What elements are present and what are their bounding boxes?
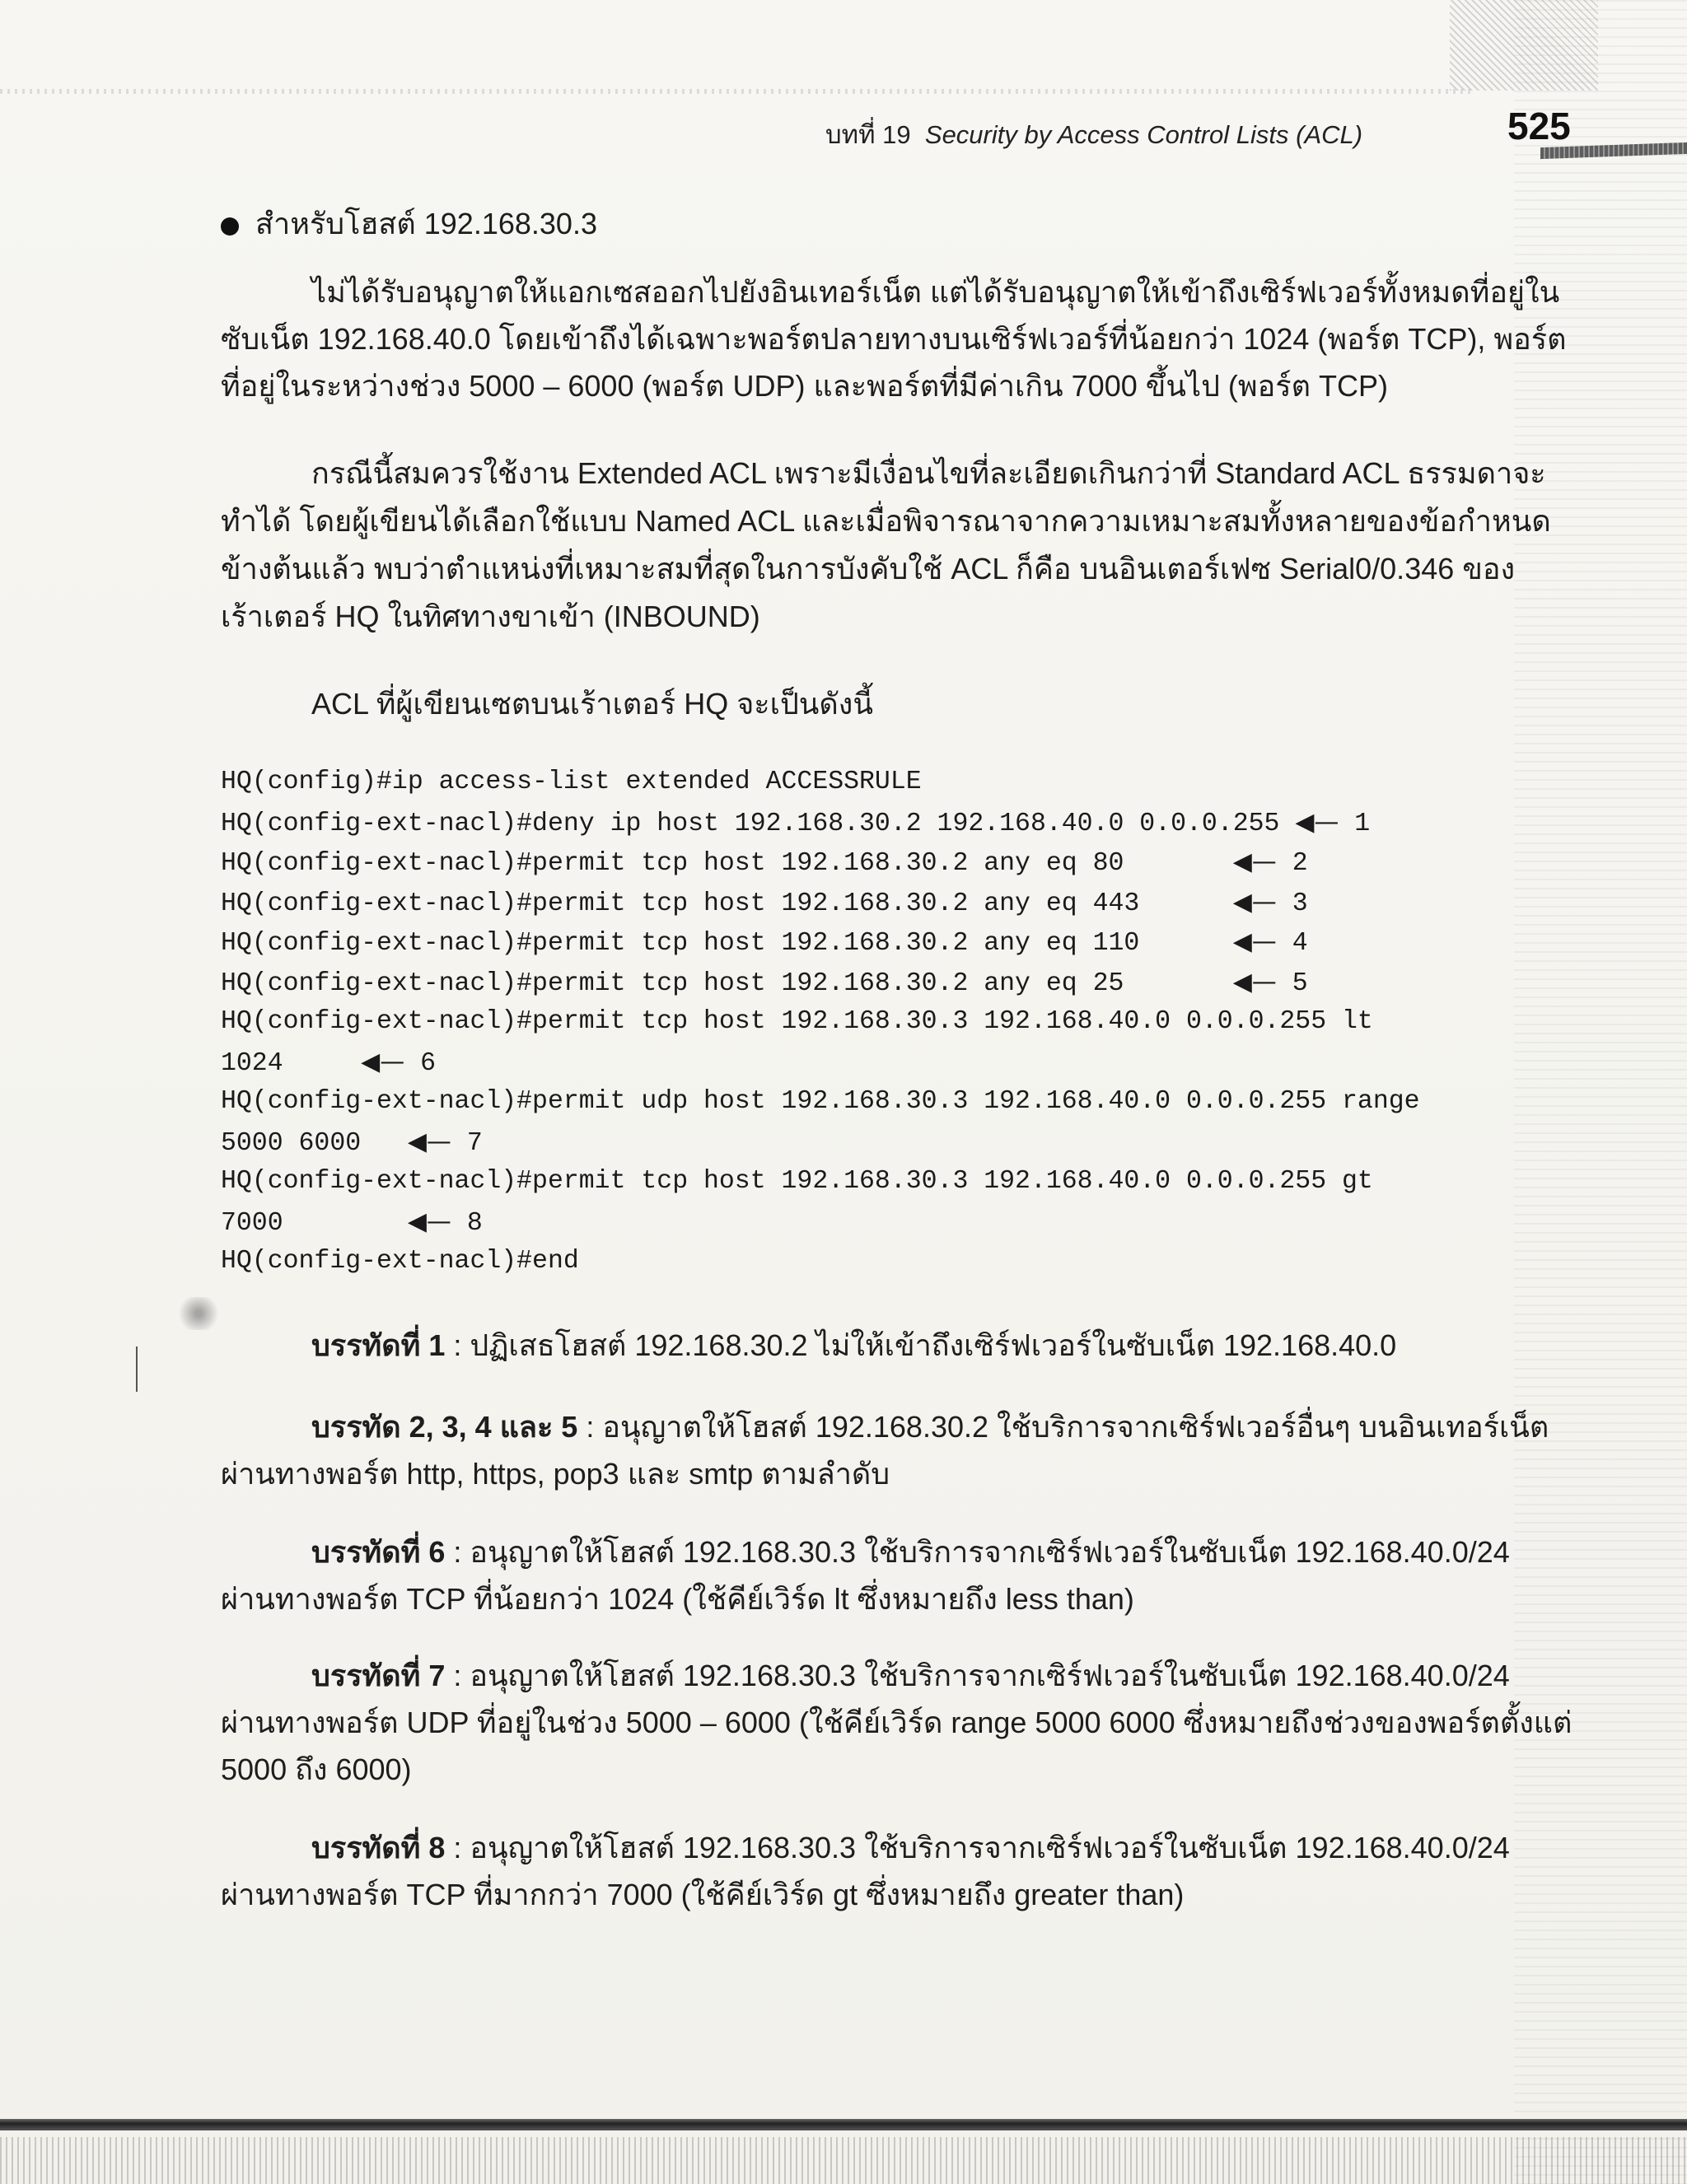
code-line: [221, 763, 1539, 803]
page-number: 525: [1507, 105, 1571, 147]
bottom-rule: [0, 2119, 1687, 2130]
left-arrow-icon: ◀—: [407, 1127, 451, 1156]
explanation-text: : อนุญาตให้โฮสต์ 192.168.30.3 ใช้บริการจากเซิร์ฟเวอร์ในซับเน็ต 192.168.40.0/24: [445, 1659, 1510, 1692]
left-arrow-icon: ◀—: [361, 1047, 405, 1076]
code-text: HQ(config-ext-nacl)#permit tcp host 192.168.30.2 any eq 110: [221, 929, 1233, 958]
intro-line-text: ACL ที่ผู้เขียนเซตบนเร้าเตอร์ HQ จะเป็นดังนี้: [311, 687, 873, 721]
explanation-text: : ปฏิเสธโฮสต์ 192.168.30.2 ไม่ให้เข้าถึงเซิร์ฟเวอร์ในซับเน็ต 192.168.40.0: [445, 1328, 1397, 1362]
code-text: 1024: [221, 1048, 362, 1078]
explanation-1: [221, 1328, 1542, 1364]
explanation-text: : อนุญาตให้โฮสต์ 192.168.30.3 ใช้บริการจากเซิร์ฟเวอร์ในซับเน็ต 192.168.40.0/24: [445, 1535, 1510, 1569]
code-listing: [221, 763, 1539, 1282]
explanation-text: 5000 ถึง 6000): [221, 1752, 412, 1786]
code-line: [221, 1122, 1539, 1163]
chapter-label: บทที่ 19: [825, 120, 911, 149]
paragraph-line: ซับเน็ต 192.168.40.0 โดยเข้าถึงได้เฉพาะพอร์ตปลายทางบนเซิร์ฟเวอร์ที่น้อยกว่า 1024 (พอร์ต TCP), พอร์ต: [221, 322, 1567, 356]
code-line: [221, 1082, 1539, 1122]
left-arrow-icon: ◀—: [1232, 887, 1277, 917]
code-text: HQ(config-ext-nacl)#end: [221, 1247, 579, 1276]
chapter-title: Security by Access Control Lists (ACL): [924, 120, 1363, 149]
margin-mark: [136, 1346, 138, 1392]
explanation-3: [221, 1528, 1542, 1622]
code-text: 5000 6000: [221, 1128, 408, 1158]
bullet-icon: [221, 217, 239, 236]
explanation-4: [221, 1652, 1573, 1793]
left-arrow-icon: ◀—: [1232, 847, 1277, 876]
paragraph-1: [221, 268, 1567, 409]
explanation-text: ผ่านทางพอร์ต TCP ที่น้อยกว่า 1024 (ใช้คีย์เวิร์ด lt ซึ่งหมายถึง less than): [221, 1582, 1134, 1616]
explanation-label: บรรทัดที่ 1: [311, 1328, 446, 1362]
code-text: HQ(config-ext-nacl)#permit tcp host 192.168.30.3 192.168.40.0 0.0.0.255 lt: [221, 1007, 1373, 1036]
explanation-5: [221, 1824, 1542, 1918]
explanation-text: ผ่านทางพอร์ต TCP ที่มากกว่า 7000 (ใช้คีย์เวิร์ด gt ซึ่งหมายถึง greater than): [221, 1878, 1185, 1911]
section-heading: [221, 206, 1542, 242]
line-marker: 1: [1354, 809, 1371, 838]
scan-noise-bottom: [0, 2137, 1687, 2184]
paragraph-line: ข้างต้นแล้ว พบว่าตำแหน่งที่เหมาะสมที่สุดในการบังคับใช้ ACL ก็คือ บนอินเตอร์เฟซ Serial0/0.346 ของ: [221, 552, 1516, 586]
left-arrow-icon: ◀—: [1295, 807, 1339, 837]
code-line: [221, 803, 1539, 843]
line-marker: 2: [1292, 849, 1308, 878]
explanation-2: [221, 1403, 1549, 1497]
explanation-text: ผ่านทางพอร์ต UDP ที่อยู่ในช่วง 5000 – 6000 (ใช้คีย์เวิร์ด range 5000 6000 ซึ่งหมายถึงช่วงของพอร์ตตั้งแต่: [221, 1706, 1573, 1739]
code-text: HQ(config)#ip access-list extended ACCESSRULE: [221, 768, 922, 796]
line-marker: 4: [1292, 929, 1308, 958]
code-text: HQ(config-ext-nacl)#permit tcp host 192.168.30.2 any eq 443: [221, 889, 1233, 918]
line-marker: 3: [1292, 889, 1308, 918]
code-text: HQ(config-ext-nacl)#permit tcp host 192.168.30.2 any eq 25: [221, 968, 1233, 998]
code-line: [221, 1002, 1539, 1043]
line-marker: 5: [1292, 968, 1308, 998]
paragraph-line: กรณีนี้สมควรใช้งาน Extended ACL เพราะมีเงื่อนไขที่ละเอียดเกินกว่าที่ Standard ACL ธรรมดาจะ: [311, 456, 1546, 490]
left-arrow-icon: ◀—: [1232, 967, 1277, 996]
code-line: [221, 963, 1539, 1003]
code-line: [221, 1043, 1539, 1083]
explanation-text: ผ่านทางพอร์ต http, https, pop3 และ smtp ตามลำดับ: [221, 1457, 890, 1491]
left-arrow-icon: ◀—: [1232, 927, 1277, 956]
paragraph-line: ไม่ได้รับอนุญาตให้แอกเซสออกไปยังอินเทอร์เน็ต แต่ได้รับอนุญาตให้เข้าถึงเซิร์ฟเวอร์ทั้งหมดที่อยู่ใน: [311, 275, 1560, 309]
section-heading-text: สำหรับโฮสต์ 192.168.30.3: [255, 207, 597, 240]
explanation-label: บรรทัด 2, 3, 4 และ 5: [311, 1410, 578, 1444]
explanation-label: บรรทัดที่ 7: [311, 1659, 446, 1692]
running-header: [825, 114, 1362, 155]
paragraph-line: ที่อยู่ในระหว่างช่วง 5000 – 6000 (พอร์ต UDP) และพอร์ตที่มีค่าเกิน 7000 ขึ้นไป (พอร์ต TCP): [221, 369, 1388, 403]
line-marker: 7: [466, 1128, 483, 1158]
code-line: [221, 1162, 1539, 1202]
code-text: HQ(config-ext-nacl)#permit udp host 192.168.30.3 192.168.40.0 0.0.0.255 range: [221, 1087, 1420, 1116]
code-text: HQ(config-ext-nacl)#permit tcp host 192.168.30.2 any eq 80: [221, 849, 1233, 878]
intro-line: [221, 686, 1542, 722]
explanation-text: : อนุญาตให้โฮสต์ 192.168.30.3 ใช้บริการจากเซิร์ฟเวอร์ในซับเน็ต 192.168.40.0/24: [445, 1831, 1510, 1864]
explanation-label: บรรทัดที่ 6: [311, 1535, 446, 1569]
explanation-text: : อนุญาตให้โฮสต์ 192.168.30.2 ใช้บริการจากเซิร์ฟเวอร์อื่นๆ บนอินเทอร์เน็ต: [577, 1410, 1549, 1444]
scan-speck: [170, 1297, 227, 1330]
code-line: [221, 1202, 1539, 1243]
paragraph-line: เร้าเตอร์ HQ ในทิศทางขาเข้า (INBOUND): [221, 600, 760, 633]
scan-noise-top: [0, 89, 1474, 94]
paragraph-line: ทำได้ โดยผู้เขียนได้เลือกใช้แบบ Named ACL และเมื่อพิจารณาจากความเหมาะสมทั้งหลายของข้อกำหนด: [221, 504, 1551, 538]
code-line: [221, 842, 1539, 883]
code-line: [221, 1242, 1539, 1282]
line-marker: 8: [466, 1208, 483, 1238]
code-line: [221, 922, 1539, 963]
code-text: 7000: [221, 1208, 408, 1238]
explanation-label: บรรทัดที่ 8: [311, 1831, 446, 1864]
code-text: HQ(config-ext-nacl)#permit tcp host 192.168.30.3 192.168.40.0 0.0.0.255 gt: [221, 1167, 1373, 1196]
code-text: HQ(config-ext-nacl)#deny ip host 192.168.30.2 192.168.40.0 0.0.0.255: [221, 809, 1296, 838]
paragraph-2: [221, 450, 1551, 641]
left-arrow-icon: ◀—: [407, 1206, 451, 1236]
line-marker: 6: [420, 1048, 437, 1078]
code-line: [221, 883, 1539, 923]
